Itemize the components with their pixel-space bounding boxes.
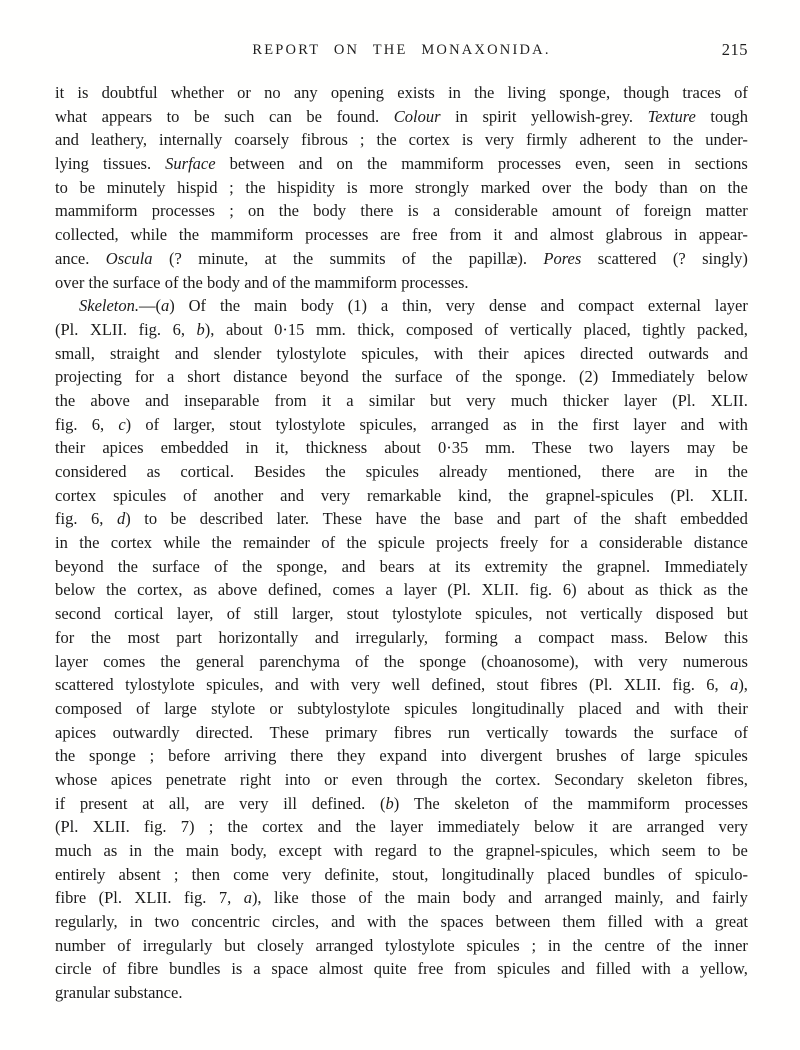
page-header <box>55 42 748 64</box>
running-title: REPORT ON THE MONAXONIDA. <box>252 42 551 58</box>
text-line: the sponge ; before arriving there they expand into divergent brushes of large spicules <box>55 746 748 766</box>
page-number: 215 <box>721 40 748 59</box>
text-line: in the cortex while the remainder of the spicule projects freely for a considerable distance <box>55 533 748 553</box>
text-line: ance. Oscula (? minute, at the summits of the papillæ). Pores scattered (? singly) <box>55 248 748 268</box>
text-line: number of irregularly but closely arranged tylostylote spicules ; in the centre of the inner <box>55 935 748 955</box>
text-line: whose apices penetrate right into or even through the cortex. Secondary skeleton fibres, <box>55 769 748 789</box>
text-line: scattered tylostylote spicules, and with very well defined, stout fibres (Pl. XLII. fig. 6, a), <box>55 675 748 695</box>
text-line: for the most part horizontally and irregularly, forming a compact mass. Below this <box>55 627 748 647</box>
text-line: over the surface of the body and of the mammiform processes. <box>55 272 469 292</box>
text-line: lying tissues. Surface between and on the mammiform processes even, seen in sections <box>55 154 748 174</box>
text-line: and leathery, internally coarsely fibrous ; the cortex is very firmly adherent to the under- <box>55 130 748 150</box>
text-line: below the cortex, as above defined, comes a layer (Pl. XLII. fig. 6) about as thick as the <box>55 580 748 600</box>
text-line: (Pl. XLII. fig. 6, b), about 0·15 mm. thick, composed of vertically placed, tightly packed, <box>55 319 748 339</box>
text-line: much as in the main body, except with regard to the grapnel-spicules, which seem to be <box>55 841 748 860</box>
text-line: Skeleton.—(a) Of the main body (1) a thin, very dense and compact external layer <box>79 296 748 316</box>
text-line: the above and inseparable from it a similar but very much thicker layer (Pl. XLII. <box>55 390 748 410</box>
page-body <box>55 81 748 1005</box>
text-line: entirely absent ; then come very definite, stout, longitudinally placed bundles of spiculo- <box>55 864 748 884</box>
text-line: to be minutely hispid ; the hispidity is more strongly marked over the body than on the <box>55 177 748 197</box>
text-line: small, straight and slender tylostylote spicules, with their apices directed outwards and <box>55 343 748 363</box>
text-line: beyond the surface of the sponge, and bears at its extremity the grapnel. Immediately <box>55 556 748 576</box>
text-line: mammiform processes ; on the body there is a considerable amount of foreign matter <box>55 201 748 221</box>
text-line: layer comes the general parenchyma of the sponge (choanosome), with very numerous <box>55 651 748 671</box>
text-line: their apices embedded in it, thickness about 0·35 mm. These two layers may be <box>55 438 748 458</box>
text-line: collected, while the mammiform processes are free from it and almost glabrous in appear- <box>55 225 748 245</box>
text-line: regularly, in two concentric circles, and with the spaces between them filled with a great <box>55 912 748 932</box>
text-line: (Pl. XLII. fig. 7) ; the cortex and the layer immediately below it are arranged very <box>55 817 748 837</box>
text-line: fibre (Pl. XLII. fig. 7, a), like those of the main body and arranged mainly, and fairly <box>55 888 748 908</box>
paragraph <box>55 81 748 294</box>
text-line: what appears to be such can be found. Colour in spirit yellowish-grey. Texture tough <box>55 106 748 126</box>
text-line: cortex spicules of another and very remarkable kind, the grapnel-spicules (Pl. XLII. <box>55 485 748 505</box>
text-line: considered as cortical. Besides the spicules already mentioned, there are in the <box>55 462 748 481</box>
text-line: if present at all, are very ill defined. (b) The skeleton of the mammiform processes <box>55 793 748 813</box>
paragraph <box>55 294 748 1005</box>
text-line: circle of fibre bundles is a space almost quite free from spicules and filled with a yellow, <box>55 959 748 979</box>
text-line: granular substance. <box>55 983 183 1003</box>
text-line: second cortical layer, of still larger, stout tylostylote spicules, not vertically disposed but <box>55 604 748 624</box>
text-line: apices outwardly directed. These primary fibres run vertically towards the surface of <box>55 722 748 742</box>
text-line: composed of large stylote or subtylostylote spicules longitudinally placed and with their <box>55 698 748 718</box>
text-line: fig. 6, d) to be described later. These have the base and part of the shaft embedded <box>55 509 748 529</box>
text-line: it is doubtful whether or no any opening exists in the living sponge, though traces of <box>55 83 748 102</box>
text-line: fig. 6, c) of larger, stout tylostylote spicules, arranged as in the first layer and with <box>55 414 748 434</box>
text-line: projecting for a short distance beyond the surface of the sponge. (2) Immediately below <box>55 367 748 387</box>
